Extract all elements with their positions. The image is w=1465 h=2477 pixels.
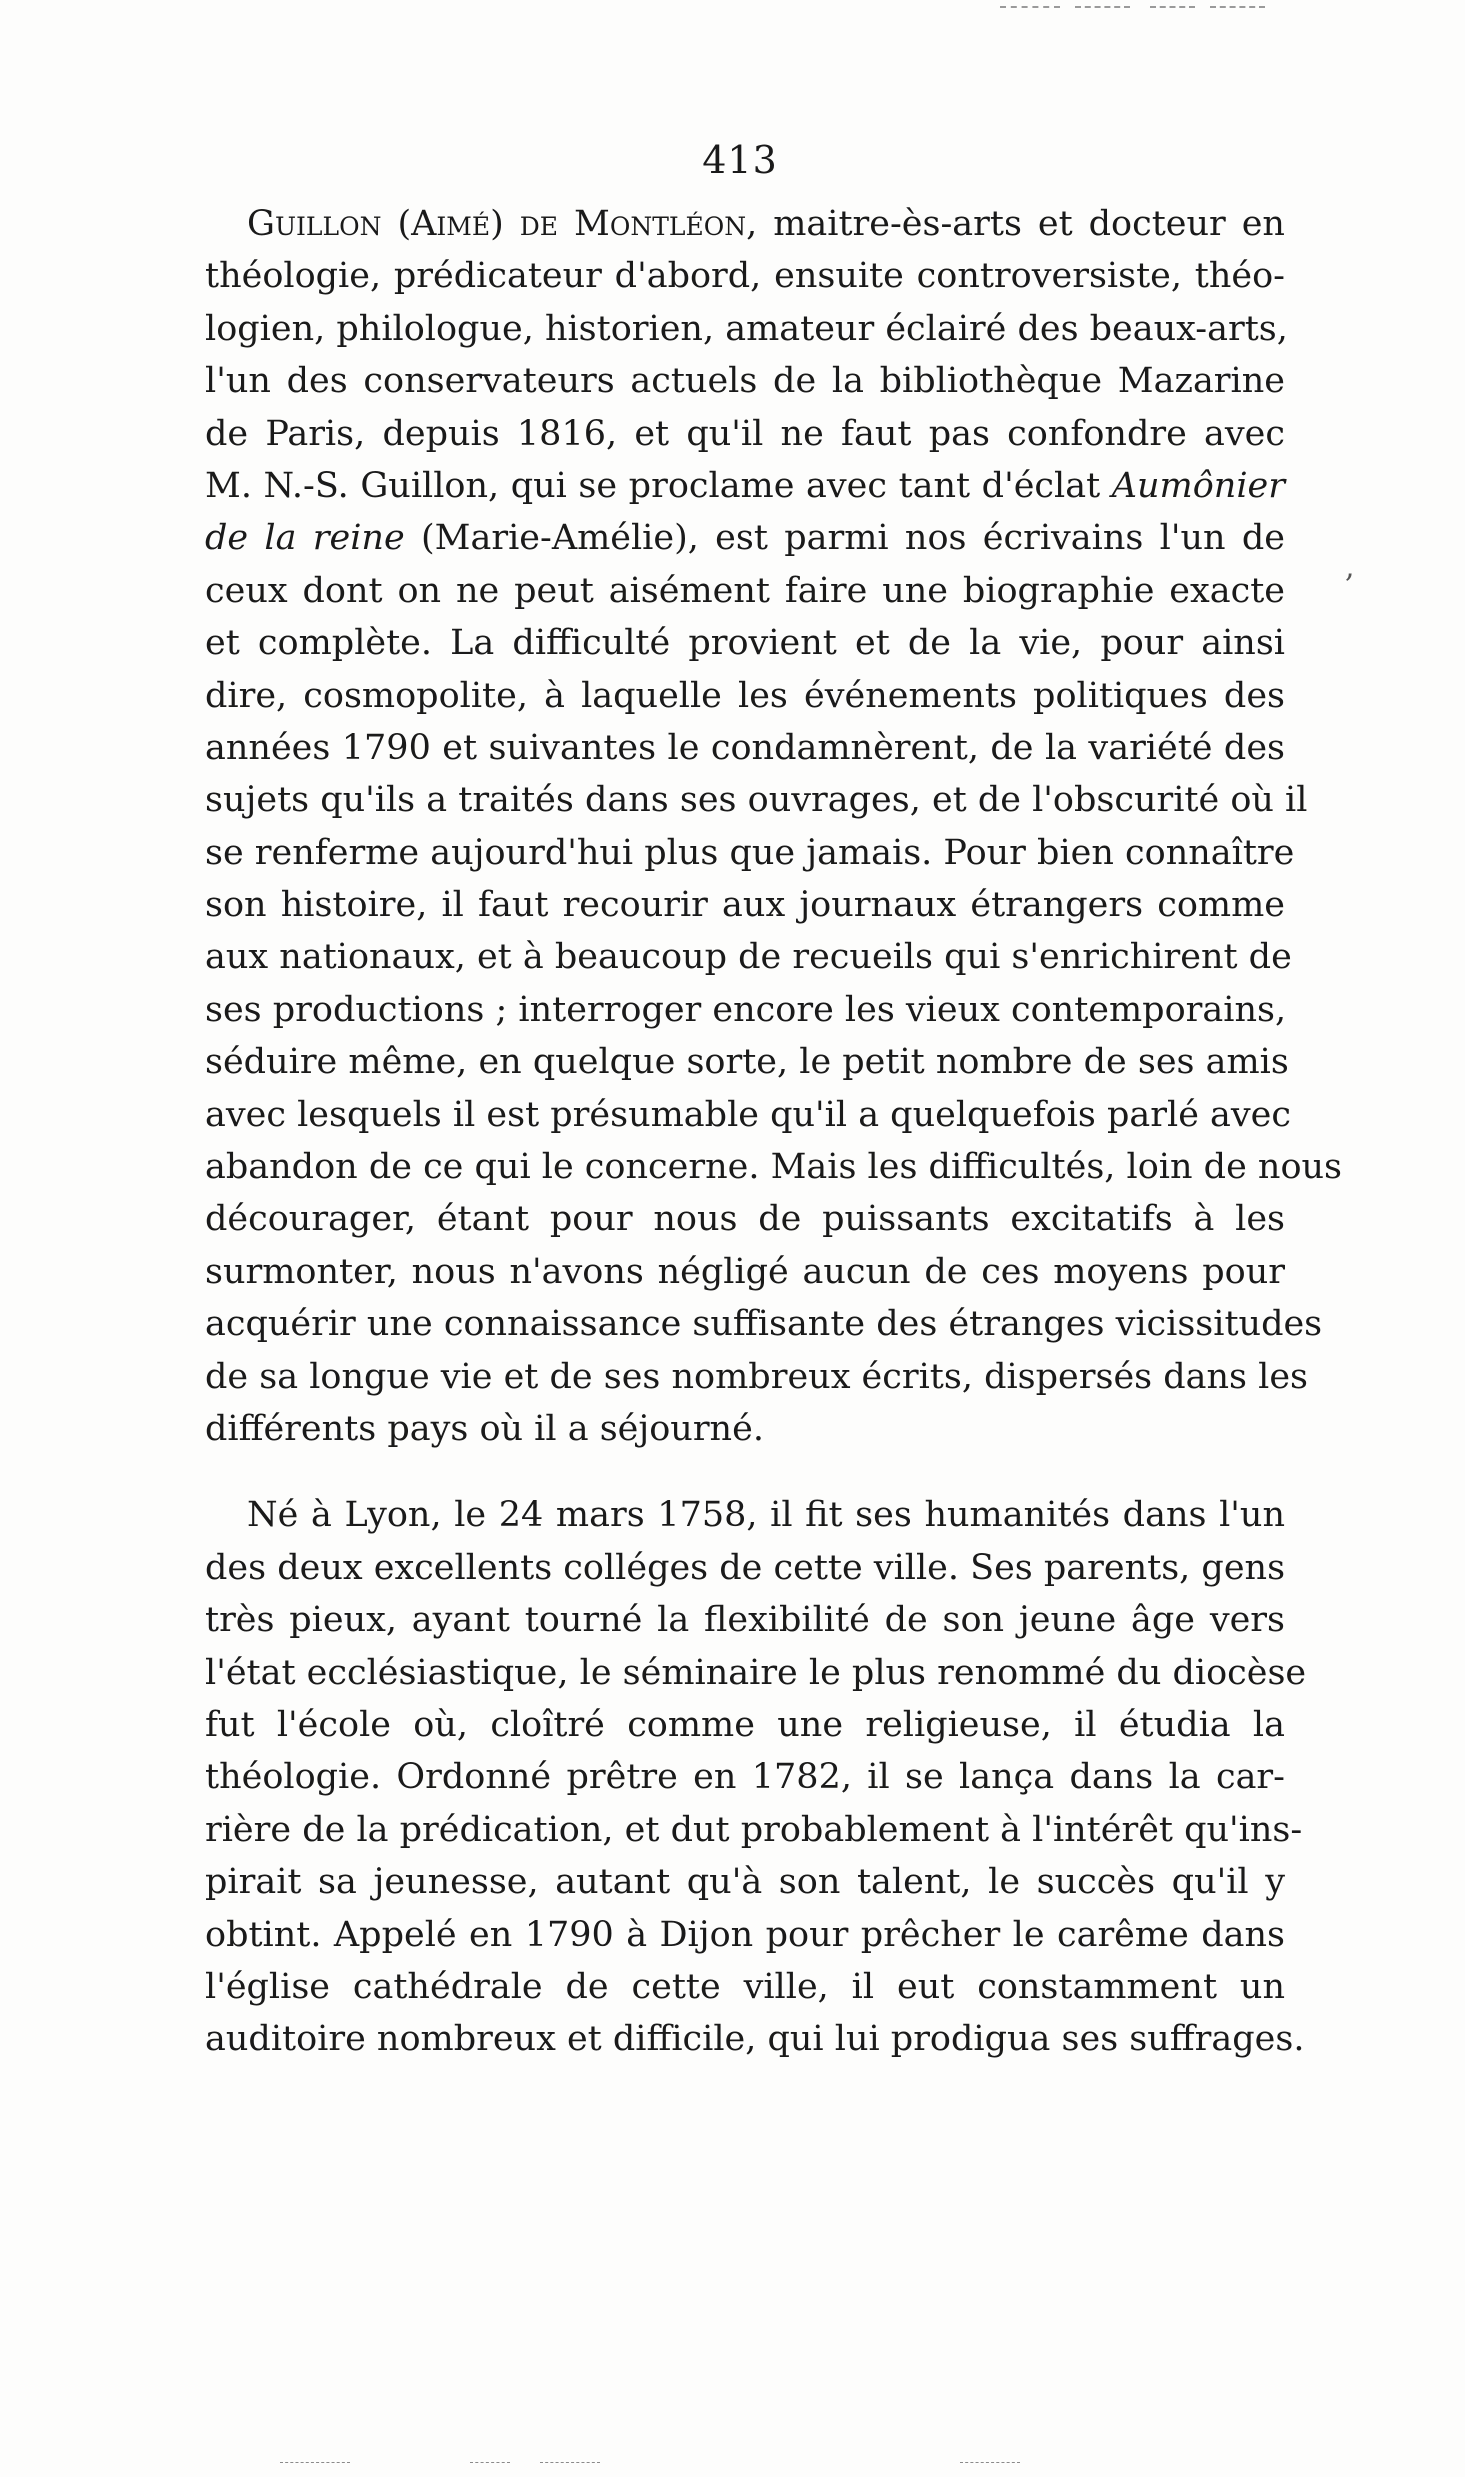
text-line: pirait sa jeunesse, autant qu'à son talent, le succès qu'il y: [205, 1862, 1285, 1903]
scan-edge-mark: [960, 2462, 1020, 2463]
text-line: acquérir une connaissance suffisante des étranges vicissitudes: [205, 1304, 1323, 1345]
text-line: auditoire nombreux et difficile, qui lui prodigua ses suffrages.: [205, 2019, 1305, 2060]
text-line: décourager, étant pour nous de puissants excitatifs à les: [205, 1199, 1285, 1240]
text-line: l'un des conservateurs actuels de la bibliothèque Mazarine: [205, 361, 1285, 402]
italic-title: de la reine: [205, 518, 405, 559]
text-line: [205, 512, 1285, 564]
scan-edge-mark: [1210, 6, 1265, 8]
text-run: (Marie-Amélie), est parmi nos écrivains l'un de: [404, 518, 1285, 559]
text-line: [205, 460, 1285, 512]
text-run: maitre-ès-arts et docteur en: [757, 204, 1285, 244]
text-line: l'église cathédrale de cette ville, il eut constamment un: [205, 1966, 1285, 2007]
text-line: ses productions ; interroger encore les vieux contemporains,: [205, 989, 1287, 1030]
scan-edge-mark: [1000, 6, 1060, 8]
text-line: et complète. La difficulté provient et de la vie, pour ainsi: [205, 623, 1285, 664]
page-number: 413: [702, 138, 778, 182]
text-line: logien, philologue, historien, amateur éclairé des beaux-arts,: [205, 308, 1288, 349]
text-line: de sa longue vie et de ses nombreux écrits, dispersés dans les: [205, 1356, 1309, 1397]
text-line: années 1790 et suivantes le condamnèrent, de la variété des: [205, 727, 1285, 768]
text-line: avec lesquels il est présumable qu'il a quelquefois parlé avec: [205, 1094, 1291, 1135]
text-line: théologie, prédicateur d'abord, ensuite controversiste, théo-: [205, 256, 1285, 297]
entry-surname: Montléon,: [574, 204, 758, 244]
text-line: différents pays où il a séjourné.: [205, 1408, 764, 1449]
text-line: dire, cosmopolite, à laquelle les événements politiques des: [205, 675, 1285, 716]
paragraph-1: [205, 198, 1343, 1455]
text-line: obtint. Appelé en 1790 à Dijon pour prêcher le carême dans: [205, 1914, 1285, 1955]
scan-edge-mark: [280, 2462, 350, 2463]
italic-title: Aumônier: [1111, 465, 1285, 506]
paragraph-gap: [205, 1455, 1285, 1489]
scan-edge-mark: [540, 2462, 600, 2463]
text-line: son histoire, il faut recourir aux journaux étrangers comme: [205, 885, 1285, 926]
body-text: [205, 198, 1343, 2066]
text-line: fut l'école où, cloîtré comme une religieuse, il étudia la: [205, 1704, 1285, 1745]
text-line: très pieux, ayant tourné la flexibilité de son jeune âge vers: [205, 1600, 1285, 1641]
margin-mark: ,: [1345, 550, 1355, 585]
scan-edge-mark: [470, 2462, 510, 2463]
text-line: abandon de ce qui le concerne. Mais les difficultés, loin de nous: [205, 1147, 1343, 1188]
text-line: séduire même, en quelque sorte, le petit nombre de ses amis: [205, 1042, 1289, 1083]
entry-name: Guillon: [247, 204, 382, 244]
text-line: théologie. Ordonné prêtre en 1782, il se lança dans la car-: [205, 1757, 1285, 1798]
paragraph-2: [205, 1489, 1307, 2065]
scan-edge-mark: [1075, 6, 1130, 8]
entry-given-name: (Aimé): [397, 204, 504, 244]
entry-heading-line: [205, 198, 1285, 250]
text-line: aux nationaux, et à beaucoup de recueils qui s'enrichirent de: [205, 937, 1292, 978]
text-line: ceux dont on ne peut aisément faire une biographie exacte: [205, 570, 1285, 611]
text-line: surmonter, nous n'avons négligé aucun de ces moyens pour: [205, 1251, 1285, 1292]
text-line: rière de la prédication, et dut probablement à l'intérêt qu'ins-: [205, 1809, 1303, 1850]
text-line: des deux excellents colléges de cette ville. Ses parents, gens: [205, 1547, 1286, 1588]
text-line: se renferme aujourd'hui plus que jamais. Pour bien connaître: [205, 832, 1295, 873]
text-line: sujets qu'ils a traités dans ses ouvrages, et de l'obscurité où il: [205, 780, 1308, 821]
text-run: M. N.-S. Guillon, qui se proclame avec tant d'éclat: [205, 465, 1112, 506]
text-line: l'état ecclésiastique, le séminaire le plus renommé du diocèse: [205, 1652, 1307, 1693]
text-line: Né à Lyon, le 24 mars 1758, il fit ses humanités dans l'un: [247, 1495, 1285, 1536]
entry-particle: de: [519, 204, 559, 244]
text-line: de Paris, depuis 1816, et qu'il ne faut pas confondre avec: [205, 413, 1285, 454]
scan-edge-mark: [1150, 6, 1195, 8]
